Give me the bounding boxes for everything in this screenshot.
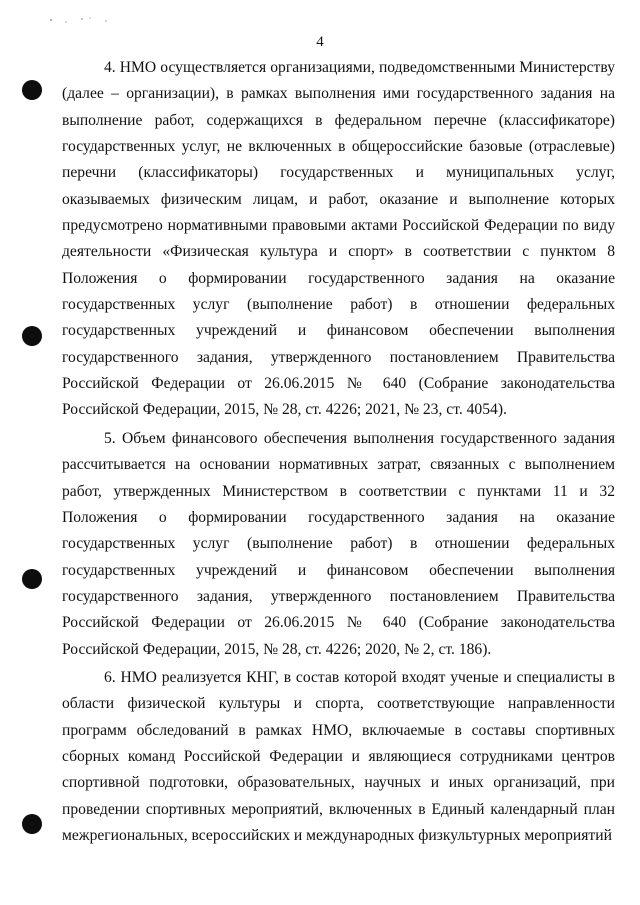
page-number: 4: [316, 34, 324, 50]
scan-specks: [48, 14, 118, 26]
punch-hole-mark: [22, 814, 42, 834]
paragraph-6: 6. НМО реализуется КНГ, в состав которой входят ученые и специалисты в области физической культуры и спорта, соответствующие направленности программ обследований в рамках НМО, включаемые в составы спортивных сборных команд Российской Федерации и являющиеся сотрудниками центров спортивной подготовки, образовательных, научных и иных организаций, при проведении спортивных мероприятий, включенных в Единый календарный план межрегиональных, всероссийских и международных физкультурных мероприятий: [62, 668, 615, 844]
paragraph-5: 5. Объем финансового обеспечения выполнения государственного задания рассчитывается на основании нормативных затрат, связанных с выполнением работ, утвержденных Министерством в соответствии с пунктами 11 и 32 Положения о формировании государственного задания на оказание государственных услуг (выполнение работ) в отношении федеральных государственных учреждений и финансовом обеспечении выполнения государственного задания, утвержденного постановлением Правительства Российской Федерации от 26.06.2015 № 640 (Собрание законодательства Российской Федерации, 2015, № 28, ст. 4226; 2020, № 2, ст. 186).: [62, 429, 615, 658]
punch-hole-mark: [22, 569, 42, 589]
punch-hole-mark: [22, 80, 42, 100]
paragraph-4: 4. НМО осуществляется организациями, подведомственными Министерству (далее – организации), в рамках выполнения ими государственного задания на выполнение работ, содержащихся в федеральном перечне (классификаторе) государственных услуг, не включенных в общероссийские базовые (отраслевые) перечни (классификаторы) государственных и муниципальных услуг, оказываемых физическим лицам, и работ, оказание и выполнение которых предусмотрено нормативными правовыми актами Российской Федерации по виду деятельности «Физическая культура и спорт» в соответствии с пунктом 8 Положения о формировании государственного задания на оказание государственных услуг (выполнение работ) в отношении федеральных государственных учреждений и финансовом обеспечении выполнения государственного задания, утвержденного постановлением Правительства Российской Федерации от 26.06.2015 № 640 (Собрание законодательства Российской Федерации, 2015, № 28, ст. 4226; 2021, № 23, ст. 4054).: [62, 59, 615, 419]
document-body: [62, 55, 615, 849]
punch-hole-mark: [22, 326, 42, 346]
